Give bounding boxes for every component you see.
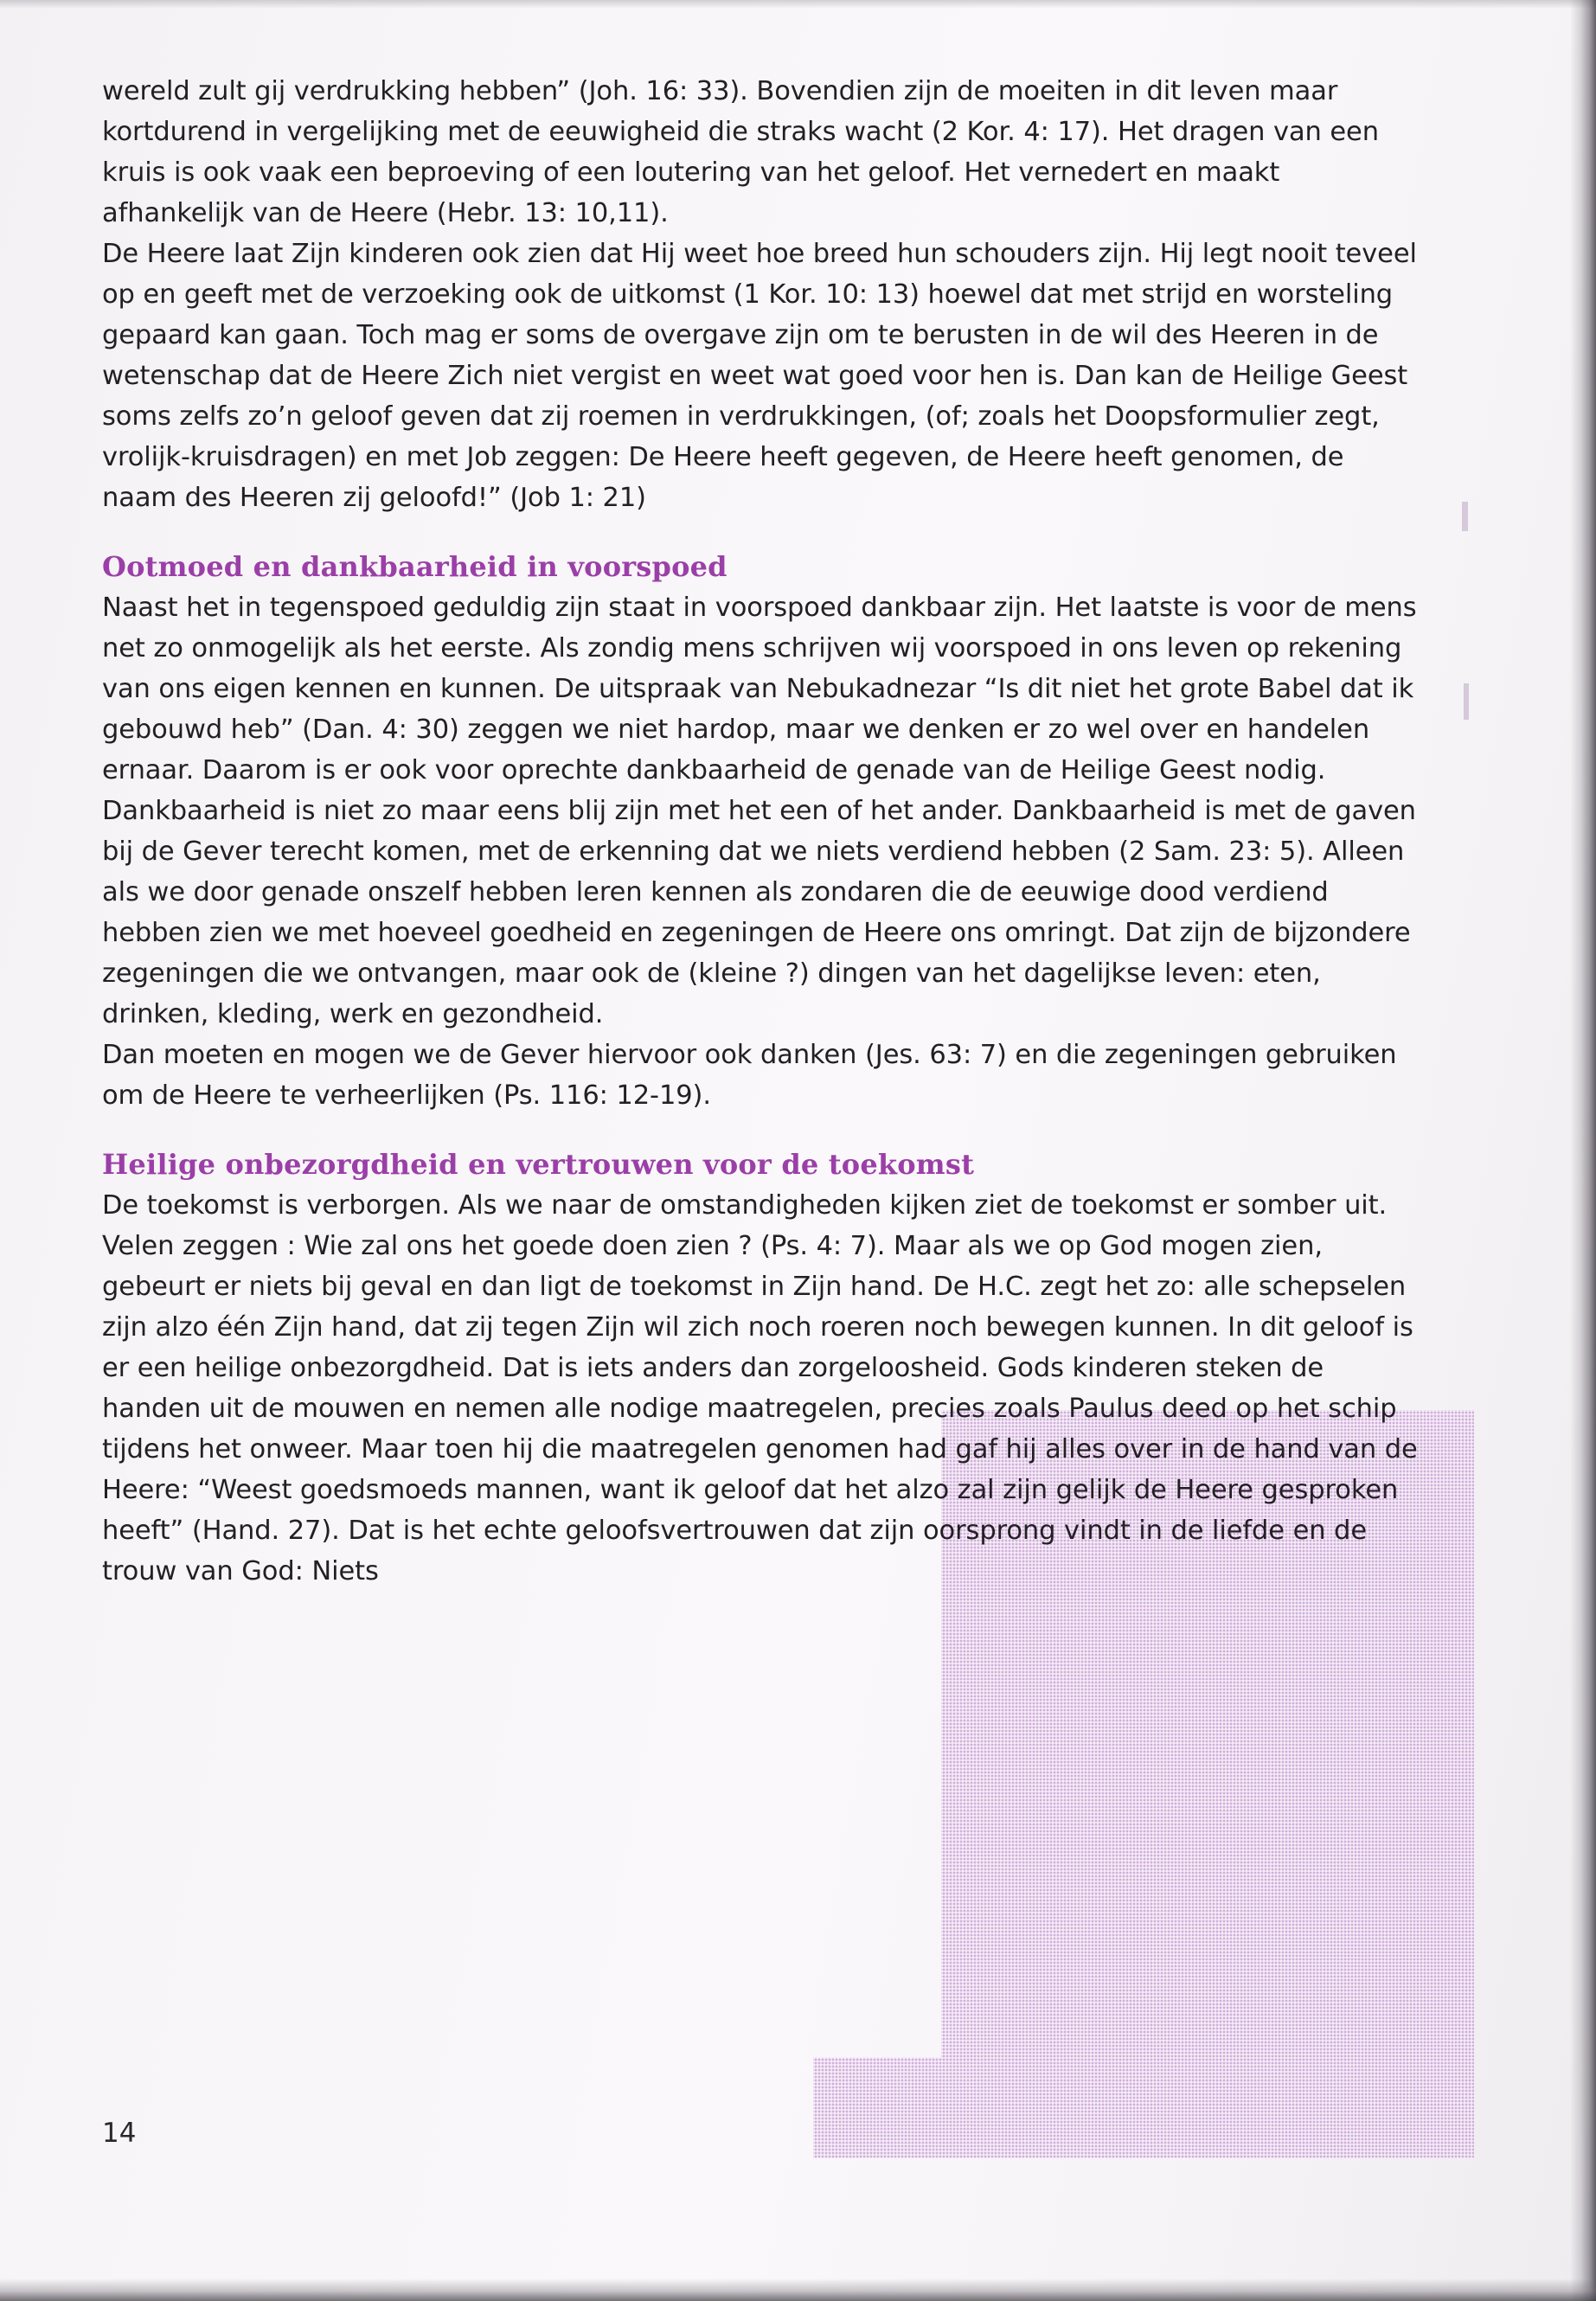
paragraph-beproeving: wereld zult gij verdrukking hebben” (Joh. 16: 33). Bovendien zijn de moeiten in dit leven maar kortdurend in vergelijking met de eeuwigheid die straks wacht (2 Kor. 4: 17). Het dragen van een kruis is ook vaak een beproeving of een loutering van het geloof. Het vernedert en maakt afhankelijk van de Heere (Hebr. 13: 10,11). [102, 76, 1379, 228]
scan-edge-right [1570, 0, 1596, 2301]
paragraph-dankbaarheid: Dankbaarheid is niet zo maar eens blij zijn met het een of het ander. Dankbaarheid is met de gaven bij de Gever terecht komen, met de erkenning dat we niets verdiend hebben (2 Sam. 23: 5). Alleen als we door genade onszelf hebben leren kennen als zondaren die de eeuwige dood verdiend hebben zien we met hoeveel goedheid en zegeningen de Heere ons omringt. Dat zijn de bijzondere zegeningen die we ontvangen, maar ook de (kleine ?) dingen van het dagelijkse leven: eten, drinken, kleding, werk en gezondheid. [102, 796, 1416, 1029]
paragraph-gever-danken: Dan moeten en mogen we de Gever hiervoor ook danken (Jes. 63: 7) en die zegeningen gebruiken om de Heere te verheerlijken (Ps. 116: 12-19). [102, 1040, 1397, 1111]
paragraph-voorspoed: Naast het in tegenspoed geduldig zijn staat in voorspoed dankbaar zijn. Het laatste is voor de mens net zo onmogelijk als het eerste. Als zondig mens schrijven wij voorspoed in ons leven op rekening van ons eigen kennen en kunnen. De uitspraak van Nebukadnezar “Is dit niet het grote Babel dat ik gebouwd heb” (Dan. 4: 30) zeggen we niet hardop, maar we denken er zo wel over en handelen ernaar. Daarom is er ook voor oprechte dankbaarheid de genade van de Heilige Geest nodig. [102, 593, 1417, 785]
margin-scan-mark-1 [1462, 502, 1468, 531]
paragraph-toekomst: De toekomst is verborgen. Als we naar de omstandigheden kijken ziet de toekomst er somber uit. Velen zeggen : Wie zal ons het goede doen zien ? (Ps. 4: 7). Maar als we op God mogen zien, gebeurt er niets bij geval en dan ligt de toekomst in Zijn hand. De H.C. zegt het zo: alle schepselen zijn alzo één Zijn hand, dat zij tegen Zijn wil zich noch roeren noch bewegen kunnen. In dit geloof is er een heilige onbezorgdheid. Dat is iets anders dan zorgeloosheid. Gods kinderen steken de handen uit de mouwen en nemen alle nodige maatregelen, precies zoals Paulus deed op het schip tijdens het onweer. Maar toen hij die maatregelen genomen had gaf hij alles over in de hand van de Heere: “Weest goedsmoeds mannen, want ik geloof dat het alzo zal zijn gelijk de Heere gesproken heeft” (Hand. 27). Dat is het echte geloofsvertrouwen dat zijn oorsprong vindt in de liefde en de trouw van God: Niets [102, 1190, 1418, 1586]
heading-ootmoed: Ootmoed en dankbaarheid in voorspoed [102, 550, 727, 583]
paragraph-schouders: De Heere laat Zijn kinderen ook zien dat Hij weet hoe breed hun schouders zijn. Hij legt nooit teveel op en geeft met de verzoeking ook de uitkomst (1 Kor. 10: 13) hoewel dat met strijd en worsteling gepaard kan gaan. Toch mag er soms de overgave zijn om te berusten in de wil des Heeren in de wetenschap dat de Heere Zich niet vergist en weet wat goed voor hen is. Dan kan de Heilige Geest soms zelfs zo’n geloof geven dat zij roemen in verdrukkingen, (of; zoals het Doopsformulier zegt, vrolijk-kruisdragen) en met Job zeggen: De Heere heeft gegeven, de Heere heeft genomen, de naam des Heeren zij geloofd!” (Job 1: 21) [102, 239, 1417, 513]
heading-onbezorgdheid: Heilige onbezorgdheid en vertrouwen voor de toekomst [102, 1148, 975, 1181]
scan-edge-top [0, 0, 1596, 9]
page-number: 14 [102, 2118, 137, 2149]
page-text-column [102, 71, 1426, 1592]
scan-edge-bottom [0, 2279, 1596, 2301]
margin-scan-mark-2 [1464, 683, 1469, 720]
